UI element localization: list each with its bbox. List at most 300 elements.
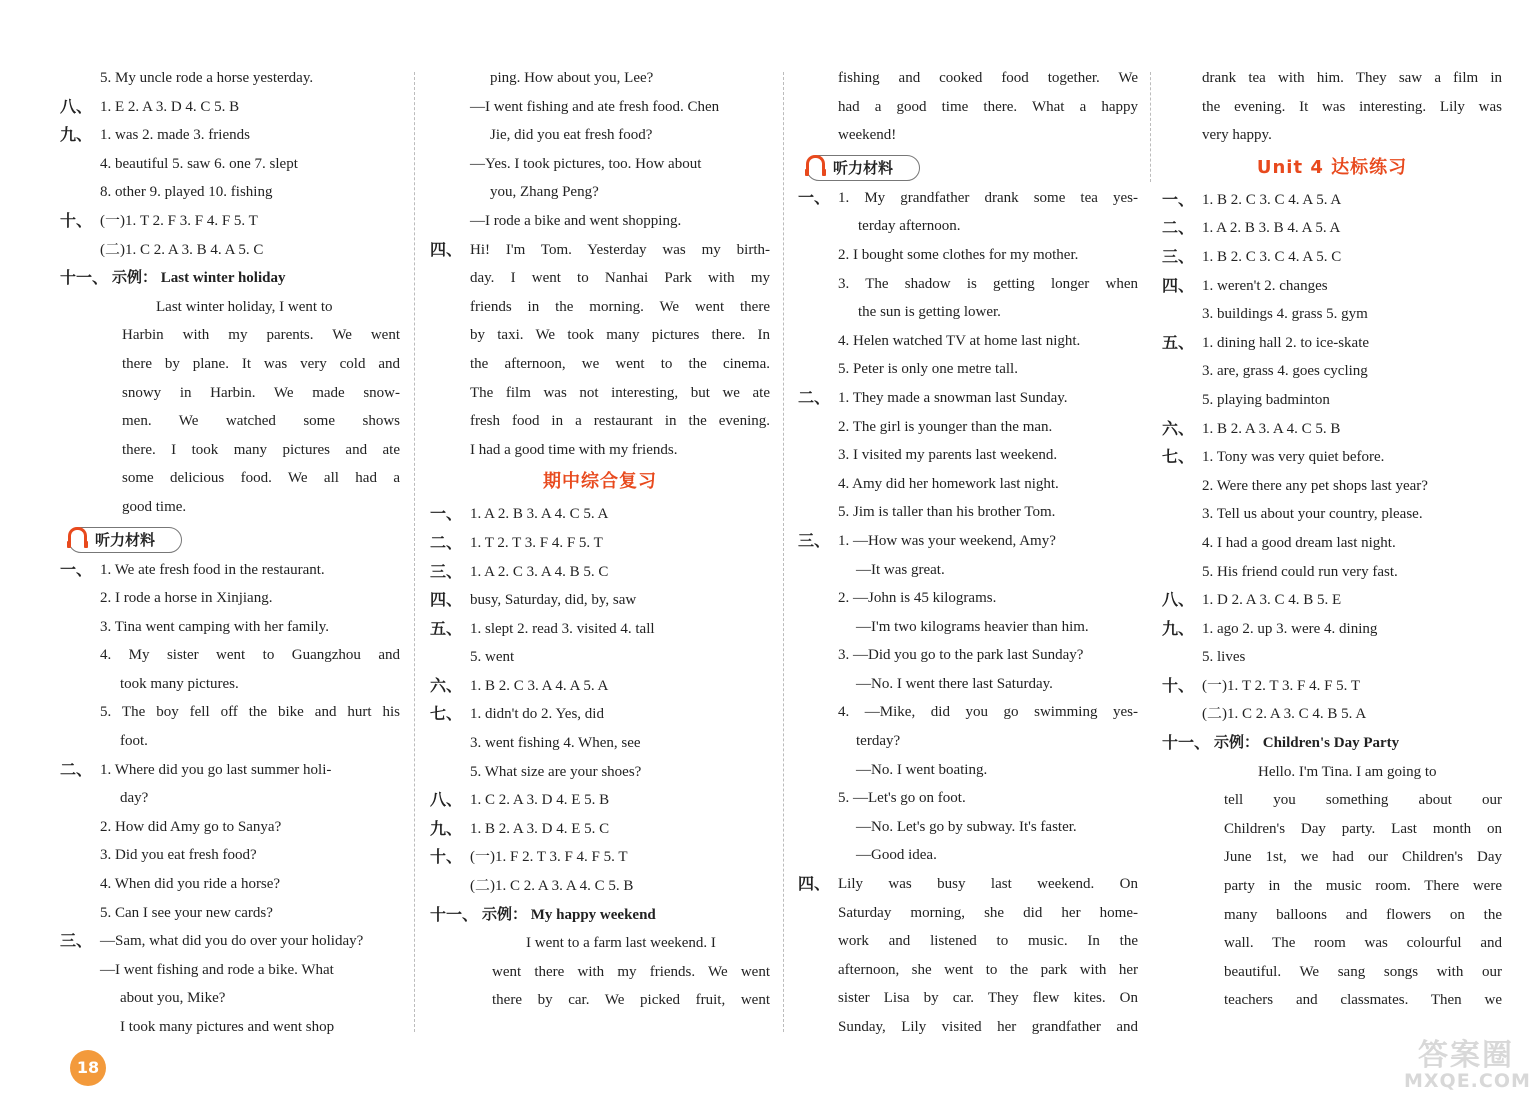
answer-line — [60, 956, 400, 985]
answer-line — [430, 843, 770, 872]
answer-text: —Sam, what did you do over your holiday? — [100, 933, 364, 950]
answer-text: fresh food in a restaurant in the evening. — [470, 413, 770, 430]
answer-line — [430, 379, 770, 408]
answer-line — [798, 327, 1138, 356]
answer-line — [1162, 672, 1502, 701]
answer-text: busy, Saturday, did, by, saw — [470, 592, 637, 609]
question-number: 四、 — [1162, 275, 1195, 295]
answer-line — [798, 698, 1138, 727]
answer-line — [1162, 843, 1502, 872]
answer-line — [430, 321, 770, 350]
answer-text: 5. Can I see your new cards? — [100, 904, 273, 921]
answer-text: 3. Did you eat fresh food? — [100, 847, 257, 864]
answer-text: 2. —John is 45 kilograms. — [838, 590, 997, 607]
answer-line — [1162, 643, 1502, 672]
answer-text: Hi! I'm Tom. Yesterday was my birth- — [470, 241, 770, 258]
answer-text: 2. How did Amy go to Sanya? — [100, 818, 282, 835]
answer-text: 1. Tony was very quiet before. — [1202, 449, 1385, 466]
answer-text: you, Zhang Peng? — [490, 184, 599, 201]
headphones-icon — [806, 155, 825, 170]
answer-line — [60, 727, 400, 756]
answer-line — [430, 872, 770, 901]
answer-text: 1. B 2. C 3. C 4. A 5. A — [1202, 191, 1342, 208]
answer-line — [430, 207, 770, 236]
answer-line — [430, 929, 770, 958]
answer-line — [60, 264, 400, 293]
answer-text: June 1st, we had our Children's Day — [1224, 849, 1502, 866]
answer-line — [60, 784, 400, 813]
answer-text: Children's Day party. Last month on — [1224, 820, 1502, 837]
answer-text: Harbin with my parents. We went — [122, 327, 400, 344]
question-number: 三、 — [1162, 246, 1195, 266]
answer-text: 1. —How was your weekend, Amy? — [838, 532, 1056, 549]
answer-text: 1. weren't 2. changes — [1202, 277, 1328, 294]
answer-line — [430, 264, 770, 293]
answer-text: 3. Tina went camping with her family. — [100, 618, 329, 635]
question-number: 六、 — [1162, 418, 1195, 438]
question-number: 十、 — [60, 210, 93, 230]
answer-line — [60, 379, 400, 408]
watermark-url: MXQE.COM — [1404, 1070, 1531, 1092]
answer-text: 5. —Let's go on foot. — [838, 790, 966, 807]
answer-text: by taxi. We took many pictures there. In — [470, 327, 770, 344]
answer-line — [60, 121, 400, 150]
answer-text: fishing and cooked food together. We — [838, 70, 1138, 86]
answer-line — [430, 901, 770, 930]
answer-line — [60, 64, 400, 93]
answer-line — [798, 613, 1138, 642]
answer-line — [430, 558, 770, 587]
answer-line — [798, 584, 1138, 613]
question-number: 六、 — [430, 675, 463, 695]
answer-line — [798, 384, 1138, 413]
page-number: 18 — [70, 1050, 106, 1086]
answer-line — [430, 436, 770, 465]
answer-text: 1. D 2. A 3. C 4. B 5. E — [1202, 592, 1342, 609]
answer-line — [60, 613, 400, 642]
answer-text: 3. are, grass 4. goes cycling — [1202, 363, 1368, 380]
answer-text: there. I took many pictures and ate — [122, 441, 400, 458]
answer-line — [798, 441, 1138, 470]
answer-line — [798, 813, 1138, 842]
answer-line — [60, 756, 400, 785]
answer-text: 4. I had a good dream last night. — [1202, 534, 1396, 551]
answer-text: good time. — [122, 498, 187, 515]
answer-line — [60, 670, 400, 699]
answer-line — [798, 727, 1138, 756]
answer-text: 示例： Last winter holiday — [112, 270, 286, 287]
answer-text: 8. other 9. played 10. fishing — [100, 184, 273, 201]
answer-line — [1162, 472, 1502, 501]
column-divider — [783, 72, 784, 1032]
column-1 — [60, 64, 400, 1042]
answer-text: —Good idea. — [856, 847, 937, 864]
answer-text: 5. lives — [1202, 649, 1246, 666]
answer-text: drank tea with him. They saw a film in — [1202, 70, 1502, 86]
question-number: 二、 — [60, 759, 93, 779]
answer-line — [798, 756, 1138, 785]
answer-text: the sun is getting lower. — [858, 304, 1001, 321]
question-number: 四、 — [430, 239, 463, 259]
question-number: 九、 — [430, 818, 463, 838]
answer-text: 示例： My happy weekend — [482, 906, 656, 923]
answer-text: 5. Peter is only one metre tall. — [838, 361, 1018, 378]
answer-line — [60, 641, 400, 670]
answer-line — [798, 184, 1138, 213]
question-number: 一、 — [60, 559, 93, 579]
answer-line — [1162, 386, 1502, 415]
answer-line — [430, 615, 770, 644]
answer-text: 3. I visited my parents last weekend. — [838, 447, 1058, 464]
answer-text: —No. Let's go by subway. It's faster. — [856, 818, 1077, 835]
answer-line — [1162, 214, 1502, 243]
answer-line — [60, 927, 400, 956]
answer-line — [430, 643, 770, 672]
answer-line — [798, 984, 1138, 1013]
answer-line — [60, 150, 400, 179]
answer-line — [1162, 186, 1502, 215]
question-number: 九、 — [1162, 618, 1195, 638]
answer-line — [798, 270, 1138, 299]
answer-line — [798, 670, 1138, 699]
answer-line — [60, 321, 400, 350]
answer-text: 5. Jim is taller than his brother Tom. — [838, 504, 1056, 521]
answer-line — [1162, 615, 1502, 644]
answer-line — [430, 700, 770, 729]
answer-line — [60, 93, 400, 122]
answer-text: 1. E 2. A 3. D 4. C 5. B — [100, 98, 240, 115]
answer-line — [430, 350, 770, 379]
answer-line — [1162, 443, 1502, 472]
answer-text: 1. was 2. made 3. friends — [100, 127, 250, 144]
answer-text: 1. ago 2. up 3. were 4. dining — [1202, 620, 1378, 637]
answer-line — [60, 407, 400, 436]
answer-text: some delicious food. We all had a — [122, 470, 400, 487]
answer-line — [430, 121, 770, 150]
answer-line — [1162, 272, 1502, 301]
watermark-logo — [1390, 1030, 1530, 1100]
answer-line — [798, 64, 1138, 93]
answer-text: 1. A 2. B 3. A 4. C 5. A — [470, 506, 609, 523]
answer-text: 1. B 2. A 3. A 4. C 5. B — [1202, 420, 1341, 437]
question-number: 五、 — [1162, 332, 1195, 352]
answer-text: went there with my friends. We went — [492, 963, 770, 980]
answer-text: 1. A 2. B 3. B 4. A 5. A — [1202, 220, 1341, 237]
answer-text: 5. His friend could run very fast. — [1202, 563, 1398, 580]
answer-text: there by plane. It was very cold and — [122, 355, 400, 372]
answer-line — [60, 584, 400, 613]
answer-line — [798, 241, 1138, 270]
answer-line — [798, 927, 1138, 956]
answer-text: 示例： Children's Day Party — [1214, 735, 1400, 752]
listening-material-label: 听力材料 — [806, 155, 920, 181]
answer-line — [430, 293, 770, 322]
answer-line — [1162, 958, 1502, 987]
answer-text: many balloons and flowers on the — [1224, 906, 1502, 923]
answer-line — [1162, 500, 1502, 529]
question-number: 三、 — [798, 530, 831, 550]
question-number: 十一、 — [430, 904, 479, 924]
answer-text: 5. My uncle rode a horse yesterday. — [100, 70, 314, 86]
question-number: 一、 — [430, 504, 463, 524]
answer-text: —I'm two kilograms heavier than him. — [856, 618, 1089, 635]
answer-text: Hello. I'm Tina. I am going to — [1258, 763, 1437, 780]
answer-line — [798, 784, 1138, 813]
answer-text: —No. I went boating. — [856, 761, 988, 778]
answer-text: 2. I bought some clothes for my mother. — [838, 246, 1079, 263]
answer-line — [1162, 329, 1502, 358]
question-number: 二、 — [1162, 218, 1195, 238]
question-number: 二、 — [798, 387, 831, 407]
answer-text: 5. went — [470, 649, 515, 666]
answer-line — [430, 407, 770, 436]
answer-line — [60, 899, 400, 928]
answer-text: 2. The girl is younger than the man. — [838, 418, 1053, 435]
column-divider — [1150, 72, 1151, 182]
answer-text: 1. A 2. C 3. A 4. B 5. C — [470, 563, 609, 580]
answer-text: 1. B 2. C 3. C 4. A 5. C — [1202, 248, 1342, 265]
answer-line — [430, 815, 770, 844]
answer-line — [60, 436, 400, 465]
answer-text: wall. The room was colourful and — [1224, 935, 1502, 952]
answer-line — [430, 64, 770, 93]
answer-text: 3. buildings 4. grass 5. gym — [1202, 306, 1368, 323]
answer-line — [430, 178, 770, 207]
answer-line — [798, 641, 1138, 670]
answer-text: 2. I rode a horse in Xinjiang. — [100, 590, 273, 607]
answer-line — [430, 150, 770, 179]
answer-text: day. I went to Nanhai Park with my — [470, 270, 770, 287]
answer-text: —It was great. — [856, 561, 945, 578]
answer-line — [430, 672, 770, 701]
answer-line — [430, 586, 770, 615]
answer-text: Saturday morning, she did her home- — [838, 904, 1138, 921]
answer-line — [1162, 415, 1502, 444]
answer-line — [1162, 586, 1502, 615]
answer-line — [1162, 93, 1502, 122]
answer-line — [430, 93, 770, 122]
answer-text: I went to a farm last weekend. I — [526, 935, 716, 952]
answer-text: 3. went fishing 4. When, see — [470, 735, 641, 752]
answer-line — [430, 500, 770, 529]
answer-line — [798, 121, 1138, 150]
answer-text: 4. beautiful 5. saw 6. one 7. slept — [100, 155, 298, 172]
question-number: 三、 — [60, 931, 93, 951]
answer-text: (二)1. C 2. A 3. B 4. A 5. C — [100, 241, 264, 258]
answer-line — [798, 93, 1138, 122]
answer-text: 4. Helen watched TV at home last night. — [838, 332, 1081, 349]
answer-text: (一)1. T 2. T 3. F 4. F 5. T — [1202, 677, 1361, 694]
answer-text: party in the music room. There were — [1224, 878, 1502, 895]
answer-text: 4. My sister went to Guangzhou and — [100, 647, 400, 664]
answer-line — [1162, 300, 1502, 329]
answer-text: (一)1. T 2. F 3. F 4. F 5. T — [100, 212, 258, 229]
answer-line — [60, 207, 400, 236]
answer-line — [430, 758, 770, 787]
answer-text: 4. Amy did her homework last night. — [838, 475, 1059, 492]
column-divider — [414, 72, 415, 1032]
answer-line — [60, 556, 400, 585]
answer-text: 4. —Mike, did you go swimming yes- — [838, 704, 1138, 721]
section-heading: Unit 4 达标练习 — [1256, 156, 1408, 178]
question-number: 十、 — [1162, 675, 1195, 695]
answer-line — [798, 212, 1138, 241]
answer-line — [1162, 558, 1502, 587]
answer-text: men. We watched some shows — [122, 413, 400, 430]
answer-line — [60, 813, 400, 842]
answer-line — [60, 870, 400, 899]
answer-line — [430, 958, 770, 987]
answer-line — [1162, 64, 1502, 93]
answer-line — [430, 786, 770, 815]
answer-text: Lily was busy last weekend. On — [838, 876, 1138, 893]
answer-line — [60, 698, 400, 727]
answer-text: teachers and classmates. Then we — [1224, 992, 1502, 1009]
answer-line — [1162, 815, 1502, 844]
question-number: 十一、 — [60, 268, 109, 288]
answer-text: —I went fishing and rode a bike. What — [100, 961, 334, 978]
answer-text: 1. Where did you go last summer holi- — [100, 761, 332, 778]
question-number: 十一、 — [1162, 733, 1211, 753]
question-number: 七、 — [1162, 447, 1195, 467]
answer-text: had a good time there. What a happy — [838, 98, 1138, 115]
answer-text: —I went fishing and ate fresh food. Chen — [470, 98, 720, 115]
answer-text: work and listened to music. In the — [838, 933, 1138, 950]
answer-text: 1. C 2. A 3. D 4. E 5. B — [470, 792, 610, 809]
watermark-text: 答案圈 — [1418, 1038, 1514, 1073]
answer-line — [1162, 758, 1502, 787]
column-2 — [430, 64, 770, 1015]
answer-line — [60, 178, 400, 207]
answer-text: terday? — [856, 733, 901, 750]
answer-line — [60, 984, 400, 1013]
answer-text: 1. B 2. A 3. D 4. E 5. C — [470, 820, 610, 837]
answer-text: —I rode a bike and went shopping. — [470, 212, 682, 229]
answer-line — [798, 956, 1138, 985]
answer-text: 1. They made a snowman last Sunday. — [838, 389, 1068, 406]
headphones-icon — [68, 527, 87, 542]
answer-text: 3. —Did you go to the park last Sunday? — [838, 647, 1084, 664]
question-number: 九、 — [60, 125, 93, 145]
answer-line — [60, 236, 400, 265]
answer-text: the evening. It was interesting. Lily was — [1202, 98, 1502, 115]
answer-text: (二)1. C 2. A 3. C 4. B 5. A — [1202, 706, 1367, 723]
answer-text: sister Lisa by car. They flew kites. On — [838, 990, 1138, 1007]
answer-text: afternoon, she went to the park with her — [838, 961, 1138, 978]
column-4 — [1162, 64, 1502, 1015]
question-number: 八、 — [1162, 590, 1195, 610]
answer-text: foot. — [120, 733, 148, 750]
answer-line — [1162, 700, 1502, 729]
answer-text: friends in the morning. We went there — [470, 298, 770, 315]
answer-text: 1. T 2. T 3. F 4. F 5. T — [470, 534, 603, 551]
answer-line — [798, 498, 1138, 527]
question-number: 一、 — [1162, 189, 1195, 209]
answer-text: 1. B 2. C 3. A 4. A 5. A — [470, 677, 609, 694]
answer-line — [798, 298, 1138, 327]
answer-line — [798, 413, 1138, 442]
section-heading: 期中综合复习 — [543, 471, 657, 493]
answer-line — [1162, 986, 1502, 1015]
answer-text: 5. What size are your shoes? — [470, 763, 642, 780]
answer-text: very happy. — [1202, 127, 1272, 144]
answer-line — [1162, 929, 1502, 958]
answer-line — [60, 293, 400, 322]
answer-line — [60, 841, 400, 870]
answer-text: —Yes. I took pictures, too. How about — [470, 155, 702, 172]
answer-text: Jie, did you eat fresh food? — [490, 127, 653, 144]
answer-text: weekend! — [838, 127, 897, 144]
answer-text: terday afternoon. — [858, 218, 961, 235]
listening-material-label: 听力材料 — [68, 527, 182, 553]
question-number: 二、 — [430, 532, 463, 552]
question-number: 七、 — [430, 704, 463, 724]
listening-material-header — [60, 522, 400, 556]
column-3 — [798, 64, 1138, 1042]
answer-text: 3. Tell us about your country, please. — [1202, 506, 1423, 523]
answer-line — [1162, 243, 1502, 272]
answer-line — [1162, 121, 1502, 150]
answer-line — [1162, 529, 1502, 558]
answer-line — [430, 729, 770, 758]
question-number: 四、 — [430, 590, 463, 610]
answer-text: 1. My grandfather drank some tea yes- — [838, 189, 1138, 206]
answer-line — [798, 355, 1138, 384]
answer-line — [60, 1013, 400, 1042]
answer-line — [430, 236, 770, 265]
answer-line — [430, 986, 770, 1015]
answer-line — [798, 1013, 1138, 1042]
answer-text: 2. Were there any pet shops last year? — [1202, 477, 1428, 494]
answer-text: 1. We ate fresh food in the restaurant. — [100, 561, 325, 578]
answer-text: The film was not interesting, but we ate — [470, 384, 770, 401]
answer-text: 1. dining hall 2. to ice-skate — [1202, 334, 1370, 351]
answer-text: 5. playing badminton — [1202, 391, 1330, 408]
answer-line — [1162, 872, 1502, 901]
answer-text: Sunday, Lily visited her grandfather and — [838, 1019, 1138, 1035]
answer-text: Last winter holiday, I went to — [156, 298, 333, 315]
question-number: 三、 — [430, 561, 463, 581]
listening-material-header — [798, 150, 1138, 184]
question-number: 八、 — [60, 96, 93, 116]
answer-text: ping. How about you, Lee? — [490, 70, 654, 86]
answer-line — [798, 470, 1138, 499]
answer-line — [798, 899, 1138, 928]
answer-text: about you, Mike? — [120, 990, 226, 1007]
answer-line — [798, 870, 1138, 899]
question-number: 十、 — [430, 847, 463, 867]
answer-line — [60, 493, 400, 522]
answer-text: 1. slept 2. read 3. visited 4. tall — [470, 620, 655, 637]
answer-text: 5. The boy fell off the bike and hurt his — [100, 704, 400, 721]
answer-line — [1162, 357, 1502, 386]
answer-text: I took many pictures and went shop — [120, 1019, 335, 1035]
answer-line — [798, 841, 1138, 870]
answer-text: beautiful. We sang songs with our — [1224, 963, 1502, 980]
answer-text: 1. didn't do 2. Yes, did — [470, 706, 604, 723]
answer-line — [798, 556, 1138, 585]
answer-line — [798, 527, 1138, 556]
question-number: 四、 — [798, 874, 831, 894]
question-number: 一、 — [798, 187, 831, 207]
answer-text: (一)1. F 2. T 3. F 4. F 5. T — [470, 849, 628, 866]
answer-text: 3. The shadow is getting longer when — [838, 275, 1138, 292]
answer-line — [60, 464, 400, 493]
answer-text: (二)1. C 2. A 3. A 4. C 5. B — [470, 878, 634, 895]
answer-text: tell you something about our — [1224, 792, 1502, 809]
answer-line — [1162, 786, 1502, 815]
answer-text: there by car. We picked fruit, went — [492, 992, 770, 1009]
